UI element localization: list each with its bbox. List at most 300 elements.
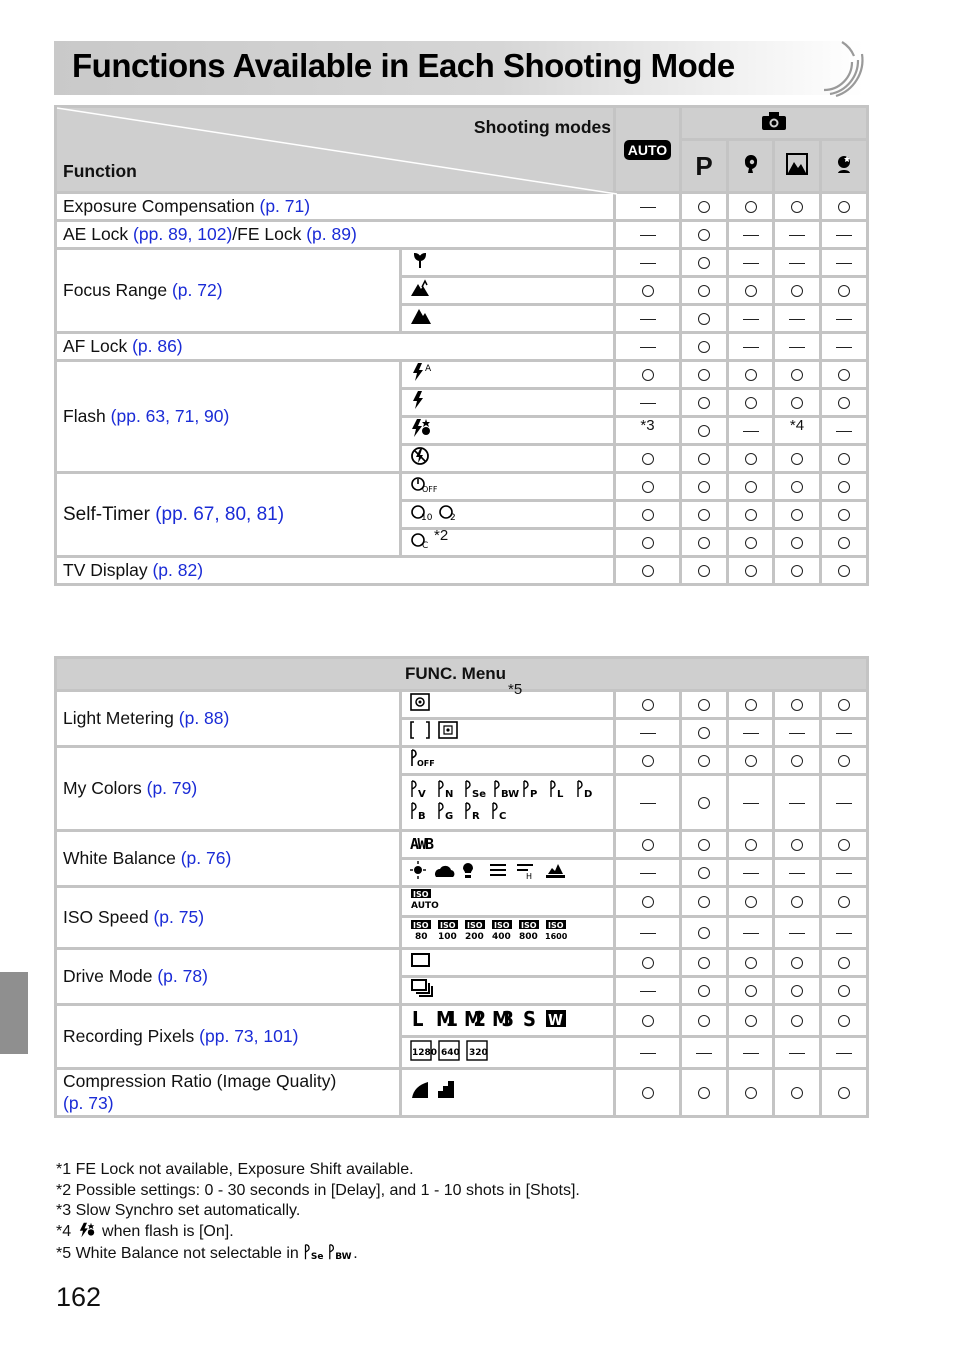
center-weighted-spot-icon bbox=[410, 721, 460, 739]
page-ref-link[interactable]: (p. 82) bbox=[152, 560, 204, 580]
available-mark bbox=[698, 727, 710, 739]
option-cell bbox=[401, 949, 615, 977]
landscape-cell bbox=[774, 193, 821, 221]
page-ref-link[interactable]: (p. 71) bbox=[259, 196, 311, 216]
option-cell bbox=[401, 305, 615, 333]
mark-text bbox=[803, 1082, 804, 1083]
night-cell bbox=[821, 557, 868, 585]
mark-text bbox=[710, 750, 711, 751]
function-cell bbox=[56, 747, 401, 831]
available-mark bbox=[642, 1015, 654, 1027]
function-name: Exposure Compensation bbox=[63, 196, 260, 216]
svg-text:OFF: OFF bbox=[417, 759, 435, 768]
svg-text:M3: M3 bbox=[492, 1007, 514, 1031]
mark-text bbox=[654, 891, 655, 892]
page-ref-link[interactable]: (p. 72) bbox=[171, 280, 223, 300]
camera-header bbox=[681, 107, 868, 140]
night-cell bbox=[821, 719, 868, 747]
my-colors-off-icon bbox=[410, 748, 434, 768]
landscape-cell bbox=[774, 389, 821, 417]
page-number: 162 bbox=[56, 1282, 102, 1312]
page-ref-link[interactable]: (p. 88) bbox=[178, 708, 230, 728]
available-mark bbox=[698, 839, 710, 851]
mark-text bbox=[656, 862, 657, 863]
single-shot-icon bbox=[410, 951, 432, 969]
p-cell bbox=[681, 277, 728, 305]
portrait-cell bbox=[728, 249, 774, 277]
mark-text bbox=[710, 308, 711, 309]
mark-text bbox=[656, 252, 657, 253]
available-mark bbox=[791, 896, 803, 908]
option-cell bbox=[401, 529, 615, 557]
function-cell bbox=[56, 249, 401, 333]
svg-text:200: 200 bbox=[465, 932, 484, 942]
auto-cell bbox=[615, 1005, 681, 1037]
function-name: ISO Speed bbox=[63, 907, 154, 927]
option-cell bbox=[401, 249, 615, 277]
option-cell bbox=[401, 1005, 615, 1037]
unavailable-mark bbox=[789, 873, 805, 875]
mark-text bbox=[757, 476, 758, 477]
landscape-cell bbox=[774, 977, 821, 1005]
unavailable-mark bbox=[836, 235, 852, 237]
function-name: Recording Pixels bbox=[63, 1026, 200, 1046]
available-mark bbox=[838, 1087, 850, 1099]
mark-text bbox=[803, 476, 804, 477]
svg-text:P: P bbox=[530, 789, 538, 800]
white-balance-presets-icons bbox=[410, 860, 570, 880]
unavailable-mark bbox=[640, 873, 656, 875]
night-cell bbox=[821, 691, 868, 719]
mark-text bbox=[710, 834, 711, 835]
note-marker: *3 bbox=[640, 417, 655, 434]
function-name: Light Metering bbox=[63, 708, 179, 728]
portrait-cell bbox=[728, 859, 774, 887]
mark-text bbox=[654, 1010, 655, 1011]
unavailable-mark bbox=[640, 235, 656, 237]
svg-text:AUTO: AUTO bbox=[411, 901, 439, 911]
page-ref-link[interactable]: (p. 75) bbox=[153, 907, 205, 927]
landscape-cell bbox=[774, 1037, 821, 1069]
available-mark bbox=[791, 481, 803, 493]
svg-text:ISO: ISO bbox=[467, 921, 483, 930]
self-timer-10-2-icon bbox=[410, 502, 462, 522]
night-cell bbox=[821, 831, 868, 859]
unavailable-mark bbox=[789, 263, 805, 265]
page-ref-link[interactable]: (p. 78) bbox=[157, 966, 208, 986]
mark-text bbox=[803, 1010, 804, 1011]
available-mark bbox=[698, 425, 710, 437]
table-row bbox=[56, 747, 868, 775]
mark-text bbox=[710, 694, 711, 695]
p-cell bbox=[681, 333, 728, 361]
function-name: AF Lock bbox=[63, 336, 133, 356]
mark-text bbox=[805, 722, 806, 723]
landscape-cell bbox=[774, 887, 821, 917]
camera-icon bbox=[761, 111, 787, 131]
footnote-4-text: *4 bbox=[56, 1223, 76, 1241]
available-mark bbox=[791, 985, 803, 997]
function-cell bbox=[56, 221, 615, 249]
option-cell bbox=[401, 747, 615, 775]
available-mark bbox=[745, 839, 757, 851]
function-name: My Colors bbox=[63, 778, 147, 798]
mark-text bbox=[850, 196, 851, 197]
auto-cell bbox=[615, 719, 681, 747]
sepia-bw-icons bbox=[303, 1243, 353, 1261]
mark-text bbox=[654, 476, 655, 477]
unavailable-mark bbox=[640, 803, 656, 805]
unavailable-mark bbox=[836, 347, 852, 349]
mark-text bbox=[712, 1042, 713, 1043]
svg-text:G: G bbox=[445, 811, 454, 822]
night-cell bbox=[821, 333, 868, 361]
slow-synchro-icon bbox=[76, 1222, 98, 1238]
unavailable-mark bbox=[836, 263, 852, 265]
available-mark bbox=[745, 755, 757, 767]
func-menu-header: FUNC. Menu bbox=[56, 658, 868, 691]
unavailable-mark bbox=[743, 933, 759, 935]
available-mark bbox=[791, 369, 803, 381]
unavailable-mark bbox=[836, 933, 852, 935]
auto-cell bbox=[615, 747, 681, 775]
mark-text bbox=[757, 504, 758, 505]
available-mark bbox=[838, 285, 850, 297]
mark-text bbox=[710, 448, 711, 449]
function-cell bbox=[56, 193, 615, 221]
mark-text bbox=[850, 1010, 851, 1011]
mark-text bbox=[656, 922, 657, 923]
available-mark bbox=[698, 453, 710, 465]
available-mark bbox=[698, 369, 710, 381]
portrait-cell bbox=[728, 305, 774, 333]
mark-text bbox=[654, 694, 655, 695]
svg-text:A: A bbox=[425, 364, 432, 374]
page-ref-link[interactable]: (p. 73) bbox=[63, 1093, 114, 1113]
p-cell bbox=[681, 949, 728, 977]
mark-text bbox=[710, 420, 711, 421]
mark-text bbox=[759, 224, 760, 225]
available-mark bbox=[642, 453, 654, 465]
page-ref-link[interactable]: (pp. 89, 102) bbox=[133, 224, 233, 244]
available-mark bbox=[698, 985, 710, 997]
svg-text:H: H bbox=[526, 872, 533, 881]
svg-text:ISO: ISO bbox=[548, 921, 564, 930]
mark-text bbox=[805, 922, 806, 923]
mark-text bbox=[757, 750, 758, 751]
option-cell bbox=[401, 361, 615, 389]
footnote-2: *2 Possible settings: 0 - 30 seconds in [Delay], and 1 - 10 shots in [Shots]. bbox=[56, 1181, 580, 1199]
page-ref-link[interactable]: (p. 89) bbox=[306, 224, 357, 244]
available-mark bbox=[698, 537, 710, 549]
mark-text bbox=[654, 280, 655, 281]
available-mark bbox=[745, 1015, 757, 1027]
available-mark bbox=[791, 839, 803, 851]
auto-cell bbox=[615, 691, 681, 719]
night-snapshot-icon bbox=[833, 153, 855, 175]
custom-timer-icon bbox=[410, 530, 434, 550]
unavailable-mark bbox=[743, 235, 759, 237]
p-cell bbox=[681, 529, 728, 557]
svg-text:2: 2 bbox=[450, 513, 456, 523]
auto-cell bbox=[615, 859, 681, 887]
mark-text bbox=[805, 224, 806, 225]
svg-text:400: 400 bbox=[492, 932, 511, 942]
unavailable-mark bbox=[640, 347, 656, 349]
mark-text bbox=[852, 1042, 853, 1043]
page-ref-link[interactable]: (p. 79) bbox=[146, 778, 198, 798]
unavailable-mark bbox=[640, 403, 656, 405]
available-mark bbox=[838, 755, 850, 767]
footnote-5 bbox=[56, 1243, 580, 1265]
unavailable-mark bbox=[743, 431, 759, 433]
available-mark bbox=[838, 453, 850, 465]
mark-text bbox=[850, 560, 851, 561]
available-mark bbox=[791, 957, 803, 969]
option-cell bbox=[401, 445, 615, 473]
svg-text:C: C bbox=[499, 811, 507, 822]
portrait-cell bbox=[728, 417, 774, 445]
landscape-mode-header bbox=[774, 140, 821, 193]
mark-text bbox=[850, 1082, 851, 1083]
landscape-cell bbox=[774, 445, 821, 473]
p-cell bbox=[681, 389, 728, 417]
night-cell bbox=[821, 1005, 868, 1037]
svg-text:1280: 1280 bbox=[412, 1048, 438, 1058]
available-mark bbox=[745, 1087, 757, 1099]
portrait-cell bbox=[728, 1037, 774, 1069]
mark-text bbox=[852, 252, 853, 253]
unavailable-mark bbox=[836, 873, 852, 875]
header-cell bbox=[56, 107, 615, 193]
flash-on-icon bbox=[410, 390, 426, 410]
p-cell bbox=[681, 445, 728, 473]
p-cell bbox=[681, 221, 728, 249]
auto-cell bbox=[615, 473, 681, 501]
mark-text bbox=[852, 722, 853, 723]
auto-cell bbox=[615, 977, 681, 1005]
func-menu-table bbox=[54, 656, 869, 1118]
portrait-cell bbox=[728, 949, 774, 977]
portrait-cell bbox=[728, 529, 774, 557]
p-cell bbox=[681, 775, 728, 831]
unavailable-mark bbox=[789, 933, 805, 935]
unavailable-mark bbox=[789, 733, 805, 735]
available-mark bbox=[698, 565, 710, 577]
portrait-cell bbox=[728, 691, 774, 719]
function-name: Flash bbox=[63, 406, 111, 426]
portrait-cell bbox=[728, 719, 774, 747]
available-mark bbox=[745, 565, 757, 577]
available-mark bbox=[698, 957, 710, 969]
p-cell bbox=[681, 977, 728, 1005]
available-mark bbox=[745, 453, 757, 465]
function-cell bbox=[56, 831, 401, 887]
infinity-icon bbox=[410, 307, 432, 325]
mark-text bbox=[710, 922, 711, 923]
mark-text bbox=[803, 750, 804, 751]
mark-text bbox=[759, 722, 760, 723]
page-ref-link[interactable]: (pp. 73, 101) bbox=[199, 1026, 299, 1046]
p-cell bbox=[681, 417, 728, 445]
available-mark bbox=[698, 1087, 710, 1099]
page-ref-link[interactable]: (pp. 67, 80, 81) bbox=[155, 503, 285, 525]
function-cell bbox=[56, 949, 401, 1005]
available-mark bbox=[745, 509, 757, 521]
landscape-cell bbox=[774, 831, 821, 859]
landscape-cell bbox=[774, 361, 821, 389]
night-cell bbox=[821, 977, 868, 1005]
table-row bbox=[56, 361, 868, 389]
available-mark bbox=[791, 397, 803, 409]
portrait-cell bbox=[728, 557, 774, 585]
mark-text bbox=[757, 952, 758, 953]
note-marker: *5 bbox=[508, 680, 523, 698]
landscape-cell bbox=[774, 1005, 821, 1037]
unavailable-mark bbox=[789, 347, 805, 349]
mark-text bbox=[757, 980, 758, 981]
available-mark bbox=[745, 397, 757, 409]
page-ref-link[interactable]: (pp. 63, 71, 90) bbox=[110, 406, 230, 426]
unavailable-mark bbox=[743, 873, 759, 875]
portrait-cell bbox=[728, 747, 774, 775]
mark-text bbox=[759, 252, 760, 253]
mark-text bbox=[852, 224, 853, 225]
available-mark bbox=[838, 201, 850, 213]
mark-text bbox=[656, 392, 657, 393]
p-cell bbox=[681, 917, 728, 949]
footnote-5-text: *5 White Balance not selectable in bbox=[56, 1244, 304, 1262]
landscape-cell bbox=[774, 333, 821, 361]
iso-values-icons bbox=[410, 918, 570, 942]
unavailable-mark bbox=[836, 431, 852, 433]
night-cell bbox=[821, 417, 868, 445]
option-cell bbox=[401, 1069, 615, 1117]
page-ref-link[interactable]: (p. 76) bbox=[180, 848, 232, 868]
function-name: TV Display bbox=[63, 560, 153, 580]
mark-text bbox=[654, 1082, 655, 1083]
night-cell bbox=[821, 529, 868, 557]
night-cell bbox=[821, 473, 868, 501]
shooting-modes-table bbox=[54, 105, 869, 586]
svg-text:R: R bbox=[472, 811, 480, 822]
available-mark bbox=[838, 985, 850, 997]
available-mark bbox=[698, 341, 710, 353]
available-mark bbox=[838, 481, 850, 493]
auto-cell bbox=[615, 917, 681, 949]
function-label: Function bbox=[63, 161, 137, 181]
mark-text bbox=[805, 792, 806, 793]
mark-text bbox=[850, 364, 851, 365]
available-mark bbox=[791, 1015, 803, 1027]
p-cell bbox=[681, 691, 728, 719]
mark-text bbox=[852, 862, 853, 863]
available-mark bbox=[698, 1015, 710, 1027]
p-cell bbox=[681, 831, 728, 859]
option-cell bbox=[401, 917, 615, 949]
svg-text:L: L bbox=[557, 789, 564, 800]
mark-text bbox=[654, 504, 655, 505]
mark-text bbox=[656, 1042, 657, 1043]
available-mark bbox=[838, 839, 850, 851]
mark-text bbox=[656, 196, 657, 197]
footnotes bbox=[56, 1160, 580, 1265]
available-mark bbox=[698, 229, 710, 241]
p-cell bbox=[681, 747, 728, 775]
available-mark bbox=[642, 369, 654, 381]
svg-text:ISO: ISO bbox=[413, 890, 429, 899]
landscape-cell bbox=[774, 719, 821, 747]
svg-text:800: 800 bbox=[519, 932, 538, 942]
mark-text bbox=[803, 280, 804, 281]
slow-synchro-icon bbox=[410, 418, 432, 438]
landscape-cell bbox=[774, 529, 821, 557]
landscape-cell bbox=[774, 557, 821, 585]
mark-text bbox=[803, 952, 804, 953]
portrait-cell bbox=[728, 887, 774, 917]
available-mark bbox=[642, 839, 654, 851]
svg-text:OFF: OFF bbox=[422, 485, 438, 494]
p-cell bbox=[681, 501, 728, 529]
mark-text bbox=[803, 560, 804, 561]
auto-cell bbox=[615, 221, 681, 249]
available-mark bbox=[642, 957, 654, 969]
available-mark bbox=[791, 453, 803, 465]
unavailable-mark bbox=[836, 803, 852, 805]
unavailable-mark bbox=[789, 235, 805, 237]
mark-text bbox=[654, 364, 655, 365]
p-cell bbox=[681, 249, 728, 277]
mark-text bbox=[759, 336, 760, 337]
svg-text:N: N bbox=[445, 789, 454, 800]
note-marker: *4 bbox=[789, 417, 805, 434]
available-mark bbox=[642, 699, 654, 711]
option-cell bbox=[401, 887, 615, 917]
auto-cell bbox=[615, 949, 681, 977]
function-name: AE Lock bbox=[63, 224, 134, 244]
mark-text bbox=[803, 980, 804, 981]
svg-text:V: V bbox=[418, 789, 426, 800]
function-cell bbox=[56, 333, 615, 361]
unavailable-mark bbox=[836, 733, 852, 735]
function-cell bbox=[56, 361, 401, 473]
footnote-1: *1 FE Lock not available, Exposure Shift available. bbox=[56, 1161, 414, 1178]
p-cell bbox=[681, 305, 728, 333]
mark-text bbox=[710, 891, 711, 892]
unavailable-mark bbox=[789, 319, 805, 321]
unavailable-mark bbox=[743, 347, 759, 349]
svg-text:M1: M1 bbox=[436, 1007, 458, 1031]
landscape-cell bbox=[774, 249, 821, 277]
mark-text bbox=[710, 280, 711, 281]
p-cell bbox=[681, 1005, 728, 1037]
option-cell bbox=[401, 831, 615, 859]
p-cell bbox=[681, 719, 728, 747]
auto-icon: AUTO bbox=[624, 140, 671, 160]
auto-cell bbox=[615, 249, 681, 277]
unavailable-mark bbox=[743, 1053, 759, 1055]
mark-text bbox=[710, 196, 711, 197]
night-cell bbox=[821, 949, 868, 977]
mark-text bbox=[759, 420, 760, 421]
mark-text bbox=[710, 336, 711, 337]
page-ref-link[interactable]: (p. 86) bbox=[132, 336, 183, 356]
table-row bbox=[56, 249, 868, 277]
night-cell bbox=[821, 747, 868, 775]
shooting-modes-label: Shooting modes bbox=[473, 117, 611, 137]
footnote-3: *3 Slow Synchro set automatically. bbox=[56, 1202, 301, 1220]
p-cell bbox=[681, 887, 728, 917]
